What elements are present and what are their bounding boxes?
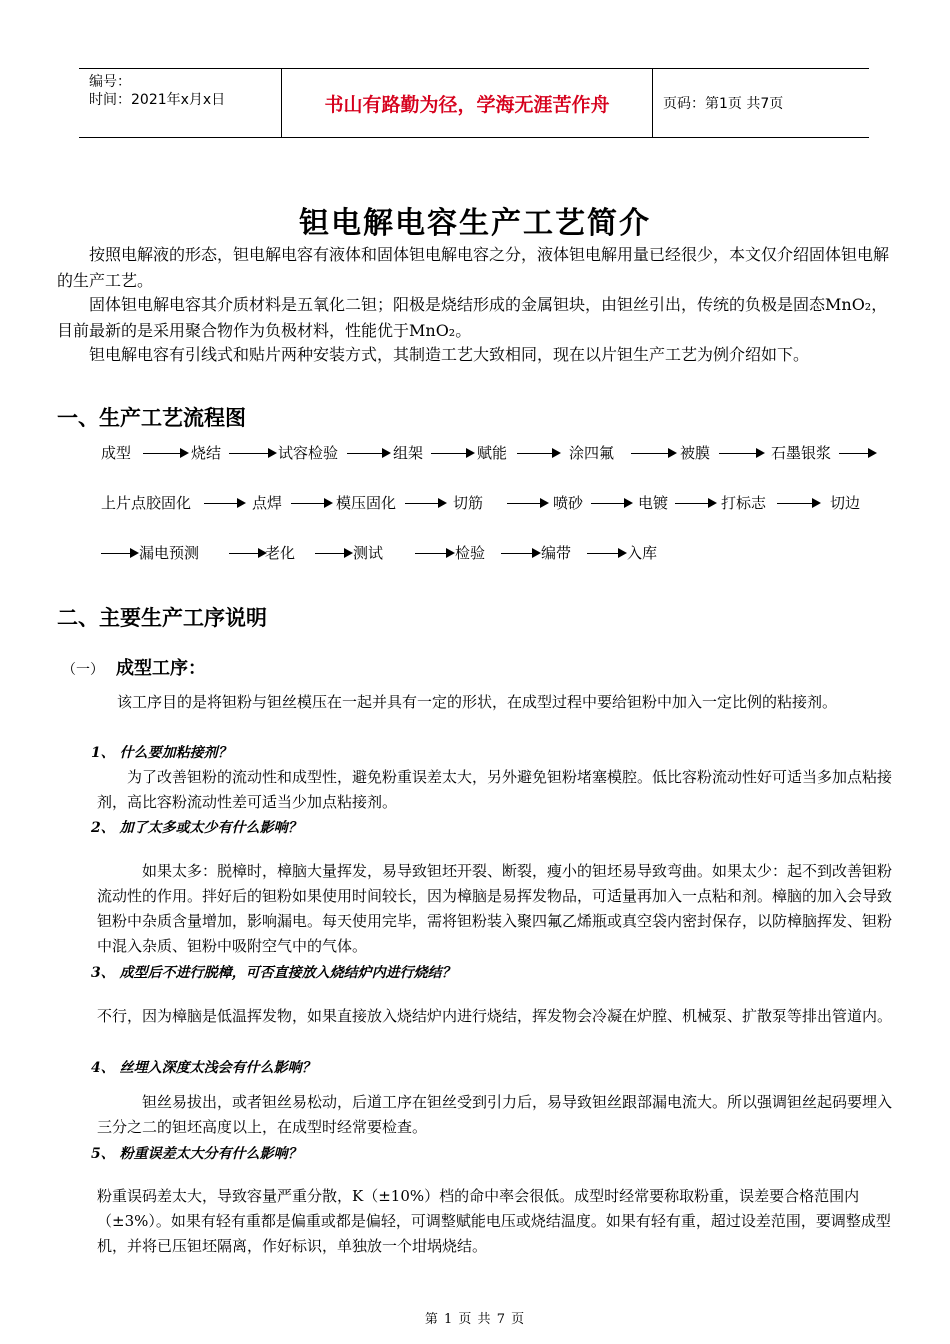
flow-step: 编带 bbox=[541, 544, 572, 562]
answer-4: 钽丝易拔出，或者钽丝易松动，后道工序在钽丝受到引力后，易导致钽丝跟部漏电流大。所以强调钽丝起码要埋入三分之二的钽坯高度以上，在成型时经常要检查。 bbox=[97, 1093, 893, 1136]
intro-paragraph-1: 按照电解液的形态，钽电解电容有液体和固体钽电解电容之分，液体钽电解用量已经很少，本文仅介绍固体钽电解的生产工艺。 bbox=[57, 245, 890, 290]
document-title: 钽电解电容生产工艺简介 bbox=[299, 206, 651, 241]
flow-arrow bbox=[101, 553, 137, 554]
flow-step: 老化 bbox=[265, 544, 296, 562]
flow-row-1 bbox=[57, 442, 897, 468]
header-motto: 书山有路勤为径，学海无涯苦作舟 bbox=[281, 69, 653, 137]
subsection-number: （一） bbox=[62, 662, 104, 678]
document-time: 时间：2021年x月x日 bbox=[89, 92, 226, 108]
answer-2: 如果太多：脱樟时，樟脑大量挥发，易导致钽坯开裂、断裂，瘦小的钽坯易导致弯曲。如果太少：起不到改善钽粉流动性的作用。拌好后的钽粉如果使用时间较长，因为樟脑是易挥发物品，可适量再加入一点粘和剂。樟脑的加入会导致钽粉中杂质含量增加，影响漏电。每天使用完毕，需将钽粉装入聚四氟乙烯瓶或真空袋内密封保存，以防樟脑挥发、钽粉中混入杂质、钽粉中吸附空气中的气体。 bbox=[97, 862, 893, 955]
section-heading-flowchart: 一、生产工艺流程图 bbox=[57, 406, 246, 430]
flow-step: 石墨银浆 bbox=[771, 444, 832, 462]
intro-paragraph-2: 固体钽电解电容其介质材料是五氧化二钽；阳极是烧结形成的金属钽块，由钽丝引出，传统的负极是固态MnO₂，目前最新的是采用聚合物作为负极材料，性能优于MnO₂。 bbox=[57, 295, 888, 340]
flow-arrow bbox=[507, 503, 547, 504]
header-table bbox=[79, 68, 869, 138]
flow-arrow bbox=[719, 453, 763, 454]
flow-arrow bbox=[631, 453, 675, 454]
flow-step: 模压固化 bbox=[336, 494, 397, 512]
flow-arrow bbox=[315, 553, 351, 554]
flow-arrow bbox=[415, 553, 453, 554]
subsection-title: 成型工序： bbox=[116, 658, 206, 679]
flow-arrow bbox=[143, 453, 187, 454]
flow-step: 上片点胶固化 bbox=[101, 494, 192, 512]
subsection-forming bbox=[62, 654, 206, 680]
flow-arrow bbox=[839, 453, 875, 454]
flow-step: 被膜 bbox=[680, 444, 711, 462]
flow-arrow bbox=[405, 503, 445, 504]
flow-arrow bbox=[229, 553, 265, 554]
flow-arrow bbox=[675, 503, 715, 504]
document-number-label: 编号： bbox=[89, 74, 131, 90]
flow-step: 检验 bbox=[455, 544, 486, 562]
flow-arrow bbox=[777, 503, 819, 504]
flow-step: 切边 bbox=[830, 494, 861, 512]
flow-step: 组架 bbox=[393, 444, 424, 462]
flow-step: 烧结 bbox=[191, 444, 222, 462]
flow-step: 点焊 bbox=[252, 494, 283, 512]
header-page-info: 页码：第1页 共7页 bbox=[663, 96, 784, 112]
flow-arrow bbox=[229, 453, 275, 454]
flow-step: 电镀 bbox=[638, 494, 669, 512]
flow-arrow bbox=[517, 453, 559, 454]
question-3: 3、 成型后不进行脱樟，可否直接放入烧结炉内进行烧结？ bbox=[91, 965, 456, 981]
question-2: 2、 加了太多或太少有什么影响？ bbox=[91, 820, 302, 836]
flow-arrow bbox=[347, 453, 389, 454]
flow-arrow bbox=[431, 453, 473, 454]
flow-step: 切筋 bbox=[453, 494, 484, 512]
flow-step: 试容检验 bbox=[278, 444, 339, 462]
section-heading-process: 二、主要生产工序说明 bbox=[57, 606, 267, 630]
question-5: 5、 粉重误差太大分有什么影响？ bbox=[91, 1146, 302, 1162]
flow-arrow bbox=[591, 503, 631, 504]
flow-row-2 bbox=[57, 492, 897, 518]
question-4: 4、 丝埋入深度太浅会有什么影响？ bbox=[91, 1060, 316, 1076]
flow-arrow bbox=[501, 553, 539, 554]
answer-5: 粉重误码差太大，导致容量严重分散，K（±10%）档的命中率会很低。成型时经常要称取粉重，误差要合格范围内（±3%）。如果有轻有重都是偏重或都是偏轻，可调整赋能电压或烧结温度。如果有轻有重，超过设差范围，要调整成型机，并将已压钽坯隔离，作好标识，单独放一个坩埚烧结。 bbox=[97, 1187, 891, 1255]
page-footer: 第 1 页 共 7 页 bbox=[424, 1312, 526, 1327]
flow-step: 打标志 bbox=[721, 494, 767, 512]
flow-arrow bbox=[291, 503, 331, 504]
answer-3: 不行，因为樟脑是低温挥发物，如果直接放入烧结炉内进行烧结，挥发物会冷凝在炉膛、机械泵、扩散泵等排出管道内。 bbox=[97, 1007, 893, 1025]
flow-step: 赋能 bbox=[477, 444, 508, 462]
subsection-description: 该工序目的是将钽粉与钽丝模压在一起并具有一定的形状，在成型过程中要给钽粉中加入一定比例的粘接剂。 bbox=[117, 693, 838, 711]
flow-row-3 bbox=[57, 542, 897, 568]
header-left-cell bbox=[79, 69, 281, 137]
answer-1: 为了改善钽粉的流动性和成型性，避免粉重误差太大，另外避免钽粉堵塞模腔。低比容粉流动性好可适当多加点粘接剂，高比容粉流动性差可适当少加点粘接剂。 bbox=[97, 768, 893, 811]
flow-step: 喷砂 bbox=[553, 494, 584, 512]
flow-arrow bbox=[204, 503, 244, 504]
flow-step: 入库 bbox=[627, 544, 658, 562]
flow-step: 测试 bbox=[353, 544, 384, 562]
flow-step: 涂四氟 bbox=[569, 444, 615, 462]
intro-paragraph-3: 钽电解电容有引线式和贴片两种安装方式，其制造工艺大致相同，现在以片钽生产工艺为例介绍如下。 bbox=[89, 345, 810, 364]
flow-step: 成型 bbox=[101, 444, 132, 462]
flow-step: 漏电预测 bbox=[139, 544, 200, 562]
question-1: 1、 什么要加粘接剂？ bbox=[91, 745, 232, 761]
flow-arrow bbox=[587, 553, 625, 554]
